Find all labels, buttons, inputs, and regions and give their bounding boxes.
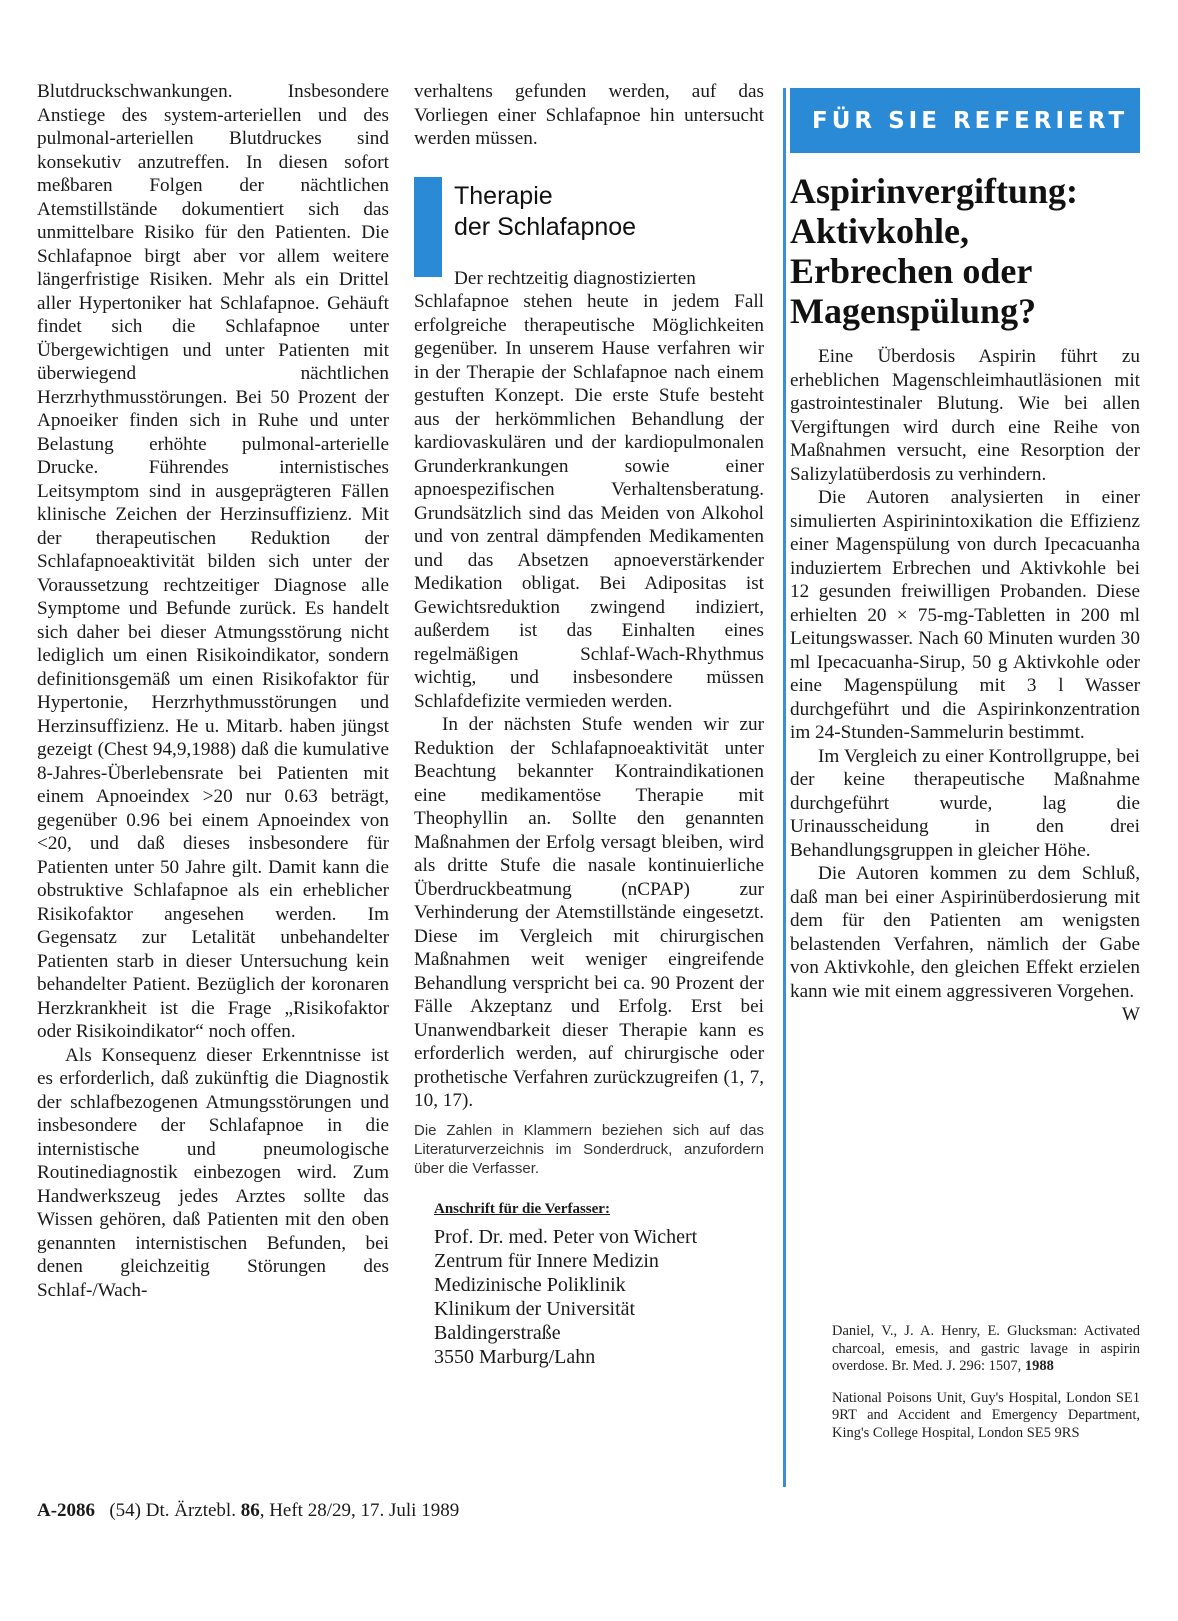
article-headline: Aspirinvergiftung: Aktivkohle, Erbrechen oder Magenspülung? [790,171,1078,331]
paragraph: Im Vergleich zu einer Kontrollgruppe, bei der keine therapeutische Maßnahme durchgeführt wurde, lag die Urinausscheidung in den drei Behandlungsgruppen in gleicher Höhe. [790,745,1140,861]
lead-in: Der rechtzeitig diagnostizierten [454,267,696,289]
address-line: Zentrum für Innere Medizin [434,1250,659,1272]
section-accent-bar [414,177,442,277]
paragraph: Blutdruckschwankungen. Insbesondere Anstiege des system-arteriellen und des pulmonal-arteriellen Blutdruckes sind konsekutiv anzutreffen. In diesen sofort meßbaren Folgen der nächtlichen Atemstillstände dokumentiert sich das unmittelbare Risiko für den Patienten. Die Schlafapnoe birgt aber vor allem weitere längerfristige Risiken. Mehr als ein Drittel aller Hypertoniker hat Schlafapnoe. Gehäuft findet sich die Schlafapnoe unter Übergewichtigen und unter Patienten mit überwiegend nächtlichen Herzrhythmusstörungen. Bei 50 Prozent der Apnoeiker finden sich in Ruhe und unter Belastung erhöhte pulmonal-arterielle Drucke. Führendes internistisches Leitsymptom sind in ausgeprägteren Fällen klinische Zeichen der Herzinsuffizienz. Mit der therapeutischen Reduktion der Schlafapnoeaktivität bilden sich unter der Voraussetzung rechtzeitiger Diagnose alle Symptome und Befunde zurück. Es handelt sich daher bei dieser Atmungsstörung nicht lediglich um einen Risikoindikator, sondern definitionsgemäß um einen Risikofaktor für Hypertonie, Herzrhythmusstörungen und Herzinsuffizienz. He u. Mitarb. haben jüngst gezeigt (Chest 94,9,1988) daß die kumulative 8-Jahres-Überlebensrate bei Patienten mit einem Apnoeindex >20 nur 0.63 beträgt, gegenüber 0.96 bei einem Apnoeindex von <20, und daß dieses insbesondere für Patienten unter 50 Jahre gilt. Damit kann die obstruktive Schlafapnoe als ein erheblicher Risikofaktor angesehen werden. Im Gegensatz zur Letalität unbehandelter Patienten starb in dieser Untersuchung kein behandelter Patient. Bezüglich der koronaren Herzkrankheit ist die Frage „Risikofaktor oder Risikoindikator“ noch offen. [37,81,389,1042]
column-divider-rule [783,88,786,1487]
section-banner: FÜR SIE REFERIERT [790,88,1140,153]
article-body [790,345,1140,1025]
page-footer [37,1500,459,1522]
address-line: Baldingerstraße [434,1322,561,1344]
column-left [37,80,389,1302]
affiliation: National Poisons Unit, Guy's Hospital, London SE1 9RT and Accident and Emergency Department, King's College Hospital, London SE5 9RS [832,1389,1140,1441]
citation: Daniel, V., J. A. Henry, E. Glucksman: Activated charcoal, emesis, and gastric lavage in aspirin overdose. Br. Med. J. 296: 1507, 1988 [832,1323,1140,1374]
section-title: Therapie der Schlafapnoe [454,181,637,241]
paragraph: Als Konsequenz dieser Erkenntnisse ist es erforderlich, daß zukünftig die Diagnostik der schlafbezogenen Atmungsstörungen und insbesondere der Schlafapnoe in die internistische und pneumologische Routinediagnostik einbezogen wird. Zum Handwerkszeug jedes Arztes sollte das Wissen gehören, daß Patienten mit den oben genannten internistischen Befunden, bei denen gleichzeitig Störungen des Schlaf-/Wach- [37,1044,389,1301]
author-address [434,1225,764,1369]
paragraph: Die Autoren analysierten in einer simulierten Aspirinintoxikation die Effizienz einer Magenspülung von durch Ipecacuanha induziertem Erbrechen und Aktivkohle bei 12 gesunden freiwilligen Probanden. Diese erhielten 20 × 75-mg-Tabletten in 200 ml Leitungswasser. Nach 60 Minuten wurden 30 ml Ipecacuanha-Sirup, 50 g Aktivkohle oder eine Magenspülung mit 3 l Wasser durchgeführt und die Aspirinkonzentration im 24-Stunden-Sammelurin bestimmt. [790,487,1140,743]
section-body [414,267,764,1113]
column-middle [414,80,764,1369]
citation-year: 1988 [1024,1358,1054,1374]
reference-note: Die Zahlen in Klammern beziehen sich auf das Literaturverzeichnis im Sonderdruck, anzufordern über die Verfasser. [414,1121,764,1177]
address-line: 3550 Marburg/Lahn [434,1346,596,1368]
journal-citation: (54) Dt. Ärztebl. [109,1500,236,1521]
page-code: A-2086 [37,1500,96,1521]
author-signature: W [1121,1004,1140,1025]
paragraph: Eine Überdosis Aspirin führt zu erheblichen Magenschleimhautläsionen mit gastrointestinaler Blutung. Wie bei allen Vergiftungen wird durch eine Reihe von Maßnahmen versucht, eine Resorption der Salizylatüberdosis zu verhindern. [790,346,1140,485]
paragraph: In der nächsten Stufe wenden wir zur Reduktion der Schlafapnoeaktivität unter Beachtung bekannter Kontraindikationen eine medikamentöse Therapie mit Theophyllin an. Sollte den genannten Maßnahmen der Erfolg versagt bleiben, wird als dritte Stufe die nasale kontinuierliche Überdruckbeatmung (nCPAP) zur Verhinderung der Atemstillstände eingesetzt. Diese im Vergleich mit chirurgischen Maßnahmen weit weniger eingreifende Behandlung verspricht bei ca. 90 Prozent der Fälle Akzeptanz und Erfolg. Erst bei Unanwendbarkeit dieser Therapie kann es erforderlich werden, auf chirurgische oder prothetische Verfahren zurückzugreifen (1, 7, 10, 17). [414,714,764,1111]
address-line: Klinikum der Universität [434,1298,636,1320]
issue-date: , Heft 28/29, 17. Juli 1989 [259,1500,460,1521]
reference-block [832,1323,1140,1442]
paragraph: Schlafapnoe stehen heute in jedem Fall erfolgreiche therapeutische Möglichkeiten gegenüber. In unserem Hause verfahren wir in der Therapie der Schlafapnoe nach einem gestuften Konzept. Die erste Stufe besteht aus der herkömmlichen Behandlung der kardiovaskulären und der kardiopulmonalen Grunderkrankungen sowie einer apnoespezifischen Verhaltensberatung. Grundsätzlich sind das Meiden von Alkohol und von zentral dämpfenden Medikamenten und das Absetzen apnoeverstärkender Medikation obligat. Bei Adipositas ist Gewichtsreduktion zwingend indiziert, außerdem ist das Einhalten eines regelmäßigen Schlaf-Wach-Rhythmus wichtig, und insbesondere müssen Schlafdefizite vermieden werden. [414,291,764,712]
paragraph: verhaltens gefunden werden, auf das Vorliegen einer Schlafapnoe hin untersucht werden müssen. [414,81,764,149]
address-label: Anschrift für die Verfasser: [434,1200,610,1217]
address-line: Medizinische Poliklinik [434,1274,626,1296]
address-line: Prof. Dr. med. Peter von Wichert [434,1226,698,1248]
volume-number: 86 [240,1500,260,1521]
paragraph: Die Autoren kommen zu dem Schluß, daß man bei einer Aspirinüberdosierung mit dem für den Patienten am wenigsten belastenden Verfahren, nämlich der Gabe von Aktivkohle, den gleichen Effekt erzielen kann wie mit einem aggressiveren Vorgehen. W [790,863,1140,1025]
section-heading-block [414,177,764,279]
column-right [790,88,1140,1027]
